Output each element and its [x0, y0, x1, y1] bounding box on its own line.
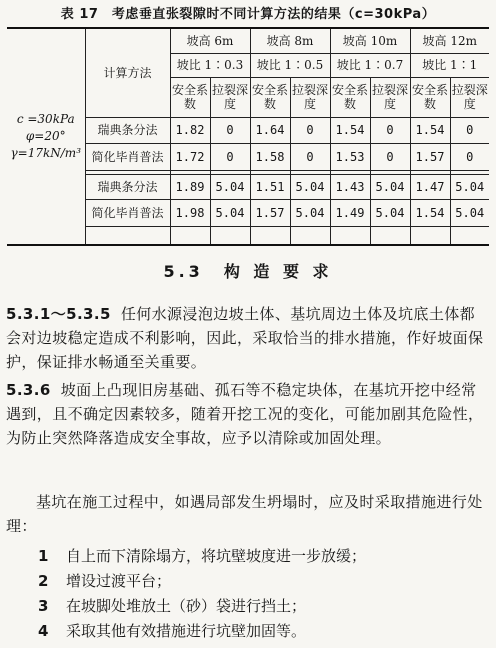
value-cell: 1.64 [250, 117, 290, 143]
item-text: 在坡脚处堆放土（砂）袋进行挡土； [66, 597, 307, 615]
value-cell: 0 [450, 117, 489, 143]
value-cell: 1.98 [170, 199, 210, 226]
value-cell: 5.04 [210, 174, 250, 199]
value-cell: 0 [290, 143, 330, 170]
value-cell: 1.82 [170, 117, 210, 143]
value-cell: 5.04 [290, 174, 330, 199]
value-cell: 5.04 [370, 199, 410, 226]
value-cell: 0 [210, 143, 250, 170]
sub-header-safety: 安全系数 [330, 77, 370, 117]
item-number: 4 [38, 622, 49, 640]
value-cell: 1.51 [250, 174, 290, 199]
value-cell: 1.89 [170, 174, 210, 199]
height-header-12m: 坡高 12m [410, 28, 489, 53]
paragraph-5-3-6 [6, 378, 490, 450]
value-cell: 5.04 [450, 199, 489, 226]
list-item [38, 620, 306, 642]
sub-header-safety: 安全系数 [170, 77, 210, 117]
item-text: 采取其他有效措施进行坑壁加固等。 [66, 622, 307, 640]
value-cell: 5.04 [450, 174, 489, 199]
method-cell: 瑞典条分法 [85, 174, 170, 199]
value-cell: 1.57 [410, 143, 450, 170]
height-header-6m: 坡高 6m [170, 28, 250, 53]
item-text: 自上而下清除塌方，将坑壁坡度进一步放缓； [66, 547, 367, 565]
value-cell: 1.49 [330, 199, 370, 226]
slope-header-4: 坡比 1∶1 [410, 53, 489, 77]
conditions-cell [7, 28, 85, 245]
item-text: 增设过渡平台； [66, 572, 172, 590]
list-item [38, 595, 306, 617]
value-cell: 1.54 [330, 117, 370, 143]
value-cell: 0 [370, 143, 410, 170]
list-item [38, 545, 366, 567]
value-cell: 1.53 [330, 143, 370, 170]
sub-header-safety: 安全系数 [410, 77, 450, 117]
value-cell: 1.57 [250, 199, 290, 226]
item-number: 1 [38, 547, 49, 565]
clause-text: 任何水源浸泡边坡土体、基坑周边土体及坑底土体都会对边坡稳定造成不利影响，因此，采取恰当的排水措施，作好坡面保护，保证排水畅通至关重要。 [6, 305, 484, 371]
sub-header-crack: 拉裂深度 [370, 77, 410, 117]
value-cell: 1.72 [170, 143, 210, 170]
sub-header-crack: 拉裂深度 [450, 77, 489, 117]
section-title: 5.3 构 造 要 求 [163, 262, 333, 281]
condition-c: c =30kPa [16, 112, 75, 126]
value-cell: 0 [370, 117, 410, 143]
slope-header-3: 坡比 1∶0.7 [330, 53, 410, 77]
item-number: 2 [38, 572, 49, 590]
height-header-8m: 坡高 8m [250, 28, 330, 53]
value-cell: 5.04 [210, 199, 250, 226]
value-cell: 1.58 [250, 143, 290, 170]
paragraph-5-3-1 [6, 302, 490, 374]
list-item [38, 570, 171, 592]
value-cell: 1.47 [410, 174, 450, 199]
condition-phi: φ=20° [25, 129, 66, 143]
results-table [7, 27, 489, 246]
slope-header-1: 坡比 1∶0.3 [170, 53, 250, 77]
table-caption: 表 17 考虑垂直张裂隙时不同计算方法的结果（c=30kPa） [60, 7, 436, 22]
sub-header-safety: 安全系数 [250, 77, 290, 117]
clause-number: 5.3.6 [6, 381, 51, 399]
method-cell: 瑞典条分法 [85, 117, 170, 143]
sub-header-crack: 拉裂深度 [210, 77, 250, 117]
value-cell: 5.04 [290, 199, 330, 226]
method-cell: 简化毕肖普法 [85, 143, 170, 170]
value-cell: 0 [210, 117, 250, 143]
value-cell: 5.04 [370, 174, 410, 199]
value-cell: 0 [290, 117, 330, 143]
method-header: 计算方法 [85, 28, 170, 117]
height-header-10m: 坡高 10m [330, 28, 410, 53]
clause-number: 5.3.1～5.3.5 [6, 305, 111, 323]
method-cell: 简化毕肖普法 [85, 199, 170, 226]
condition-gamma: γ=17kN/m³ [10, 146, 81, 160]
value-cell: 1.43 [330, 174, 370, 199]
value-cell: 1.54 [410, 117, 450, 143]
value-cell: 1.54 [410, 199, 450, 226]
sub-header-crack: 拉裂深度 [290, 77, 330, 117]
clause-text: 坡面上凸现旧房基础、孤石等不稳定块体，在基坑开挖中经常遇到，且不确定因素较多，随着开挖工况的变化，可能加剧其危险性，为防止突然降落造成安全事故，应予以清除或加固处理。 [6, 381, 484, 447]
slope-header-2: 坡比 1∶0.5 [250, 53, 330, 77]
value-cell: 0 [450, 143, 489, 170]
item-number: 3 [38, 597, 49, 615]
paragraph-collapse: 基坑在施工过程中，如遇局部发生坍塌时，应及时采取措施进行处理： [6, 493, 483, 535]
